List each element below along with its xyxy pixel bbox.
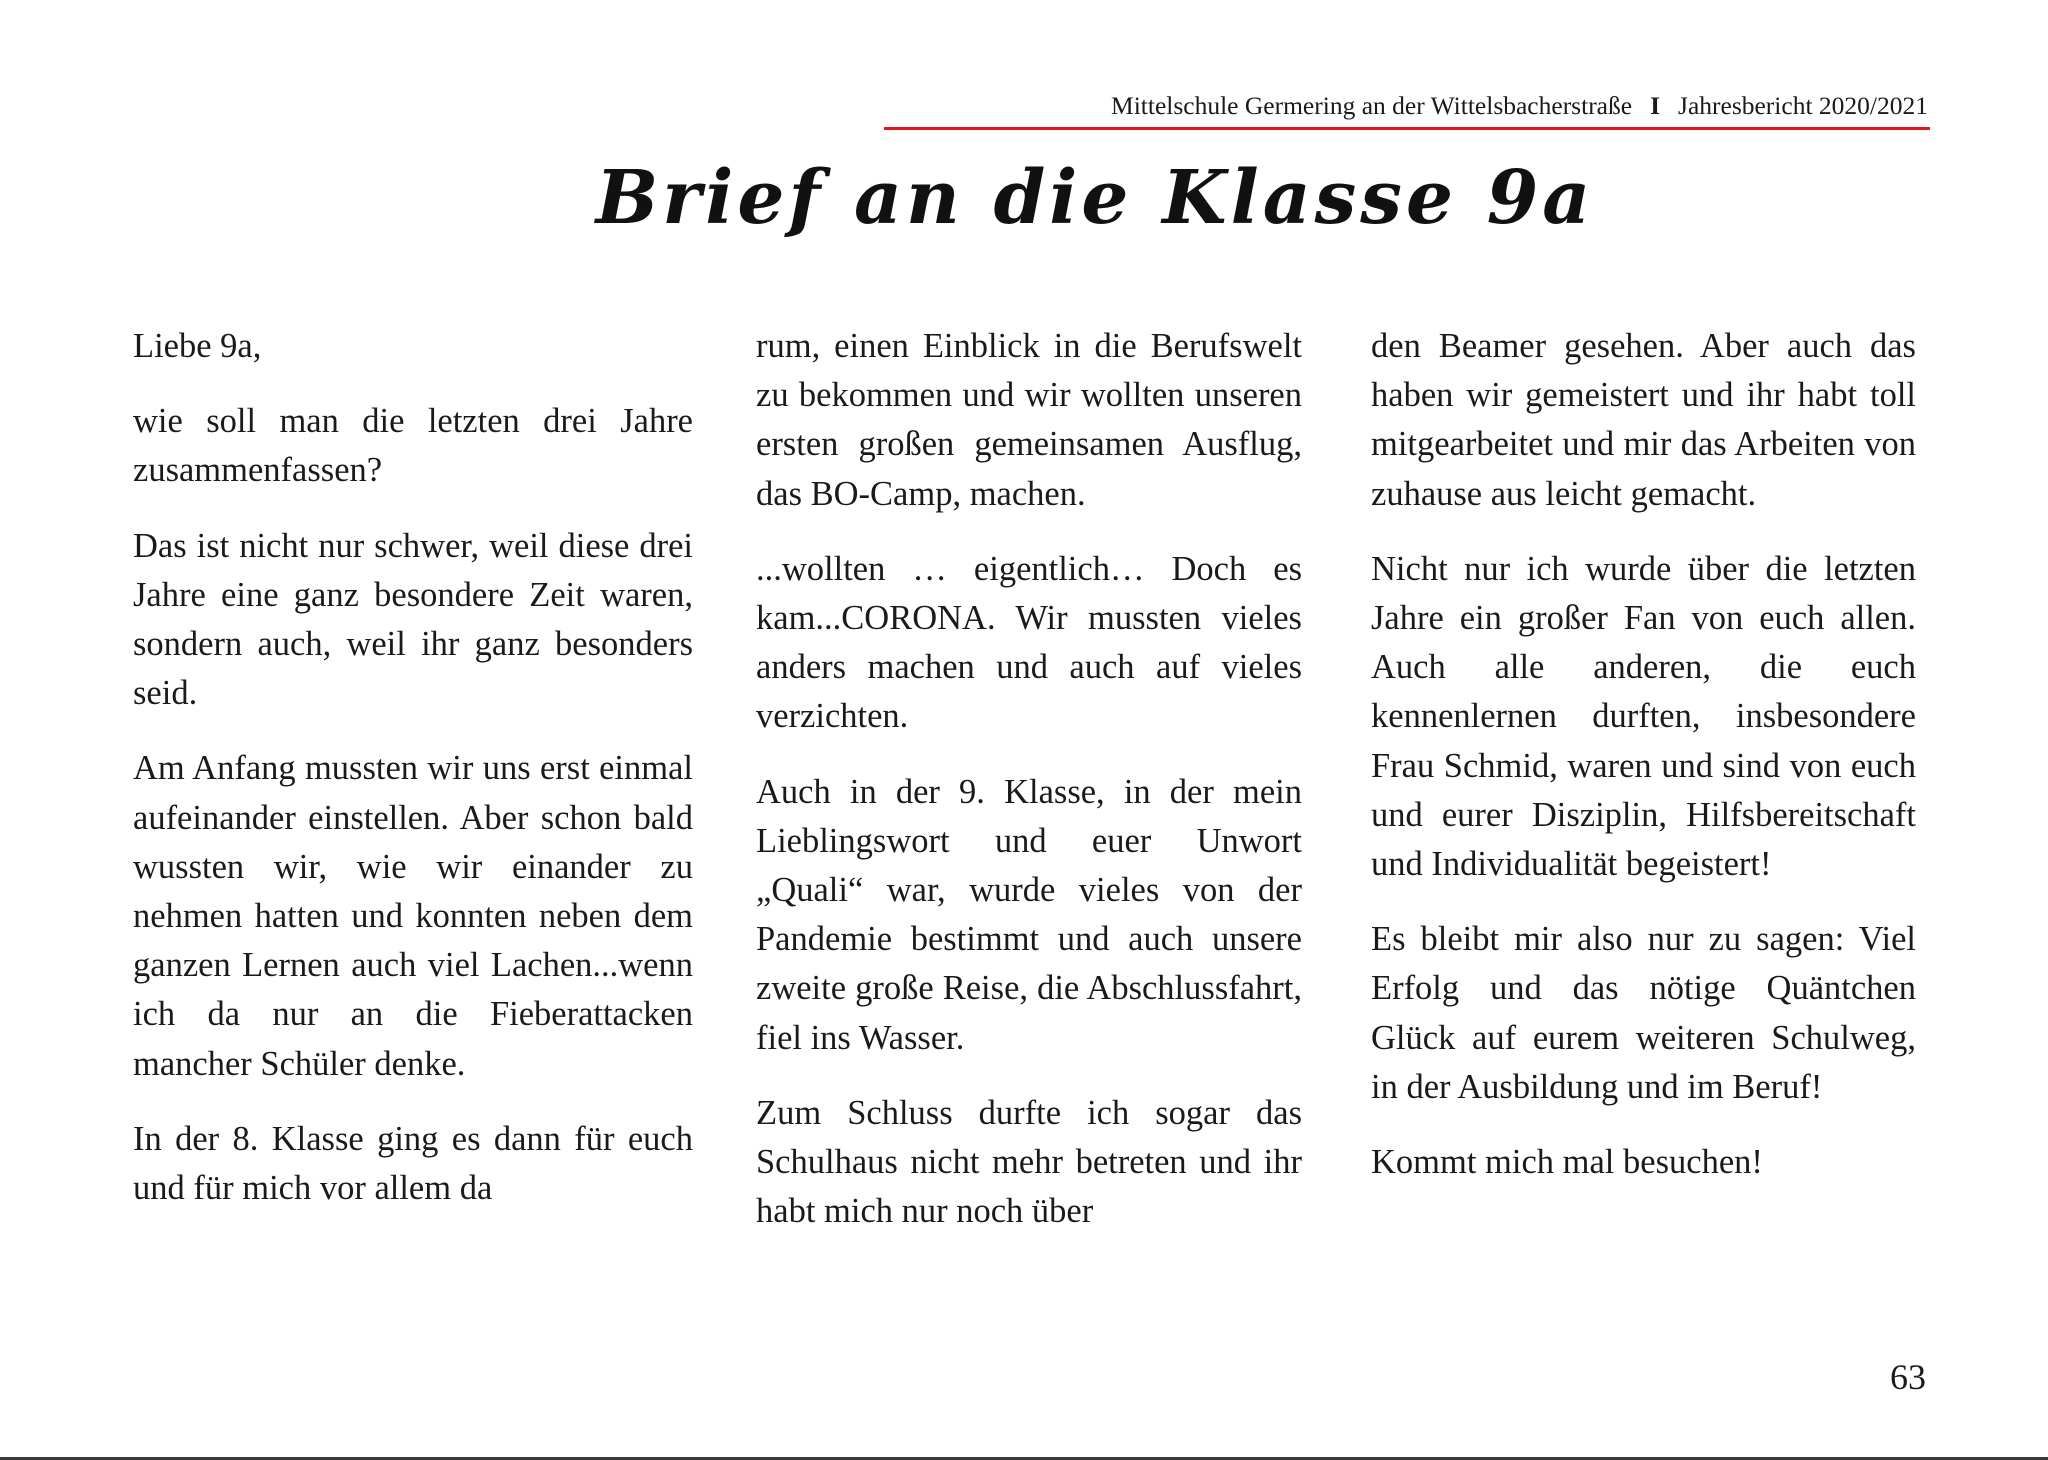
text-column-3 <box>1371 322 1916 1213</box>
paragraph-greeting: Liebe 9a, <box>133 327 262 365</box>
paragraph: Es bleibt mir also nur zu sagen: Viel Erfolg und das nötige Quäntchen Glück auf eurem weiteren Schulweg, in der Ausbildung und im Beruf! <box>1371 920 1916 1106</box>
paragraph: Das ist nicht nur schwer, weil diese drei Jahre eine ganz besondere Zeit waren, sondern auch, weil ihr ganz besonders seid. <box>133 526 693 713</box>
paragraph: ...wollten … eigentlich… Doch es kam...CORONA. Wir mussten vieles anders machen und auch auf vieles verzichten. <box>756 549 1302 736</box>
header-rule <box>884 127 1930 130</box>
paragraph: Zum Schluss durfte ich sogar das Schulhaus nicht mehr betreten und ihr habt mich nur noch über <box>756 1093 1302 1231</box>
text-column-2 <box>756 322 1302 1262</box>
running-header <box>884 86 1928 126</box>
page-number: 63 <box>1890 1357 1926 1397</box>
paragraph: rum, einen Einblick in die Berufswelt zu bekommen und wir wollten unseren ersten großen gemeinsamen Ausflug, das BO-Camp, machen. <box>756 327 1302 513</box>
page-title: Brief an die Klasse 9a <box>595 155 1595 241</box>
header-report-title: Jahresbericht 2020/2021 <box>1678 91 1928 120</box>
header-school-name: Mittelschule Germering an der Wittelsbacherstraße <box>1111 91 1633 120</box>
paragraph: wie soll man die letzten drei Jahre zusammenfassen? <box>133 402 693 490</box>
paragraph: den Beamer gesehen. Aber auch das haben wir gemeistert und ihr habt toll mitgearbeitet und mir das Arbeiten von zuhause aus leicht gemacht. <box>1371 327 1916 513</box>
paragraph: In der 8. Klasse ging es dann für euch und für mich vor allem da <box>133 1119 693 1208</box>
paragraph: Auch in der 9. Klasse, in der mein Lieblingswort und euer Unwort „Quali“ war, wurde vieles von der Pandemie bestimmt und auch unsere zweite große Reise, die Abschlussfahrt, fiel ins Wasser. <box>756 772 1302 1057</box>
paragraph: Am Anfang mussten wir uns erst einmal aufeinander einstellen. Aber schon bald wussten wir, wie wir einander zu nehmen hatten und konnten neben dem ganzen Lernen auch viel Lachen...wenn ich da nur an die Fieberattacken mancher Schüler denke. <box>133 749 693 1083</box>
text-column-1 <box>133 322 693 1239</box>
paragraph-closing: Kommt mich mal besuchen! <box>1371 1143 1763 1182</box>
paragraph: Nicht nur ich wurde über die letzten Jahre ein großer Fan von euch allen. Auch alle anderen, die euch kennenlernen durften, insbesondere Frau Schmid, waren und sind von euch und eurer Disziplin, Hilfsbereitschaft und Individualität begeistert! <box>1371 549 1916 884</box>
header-separator: I <box>1650 91 1661 120</box>
